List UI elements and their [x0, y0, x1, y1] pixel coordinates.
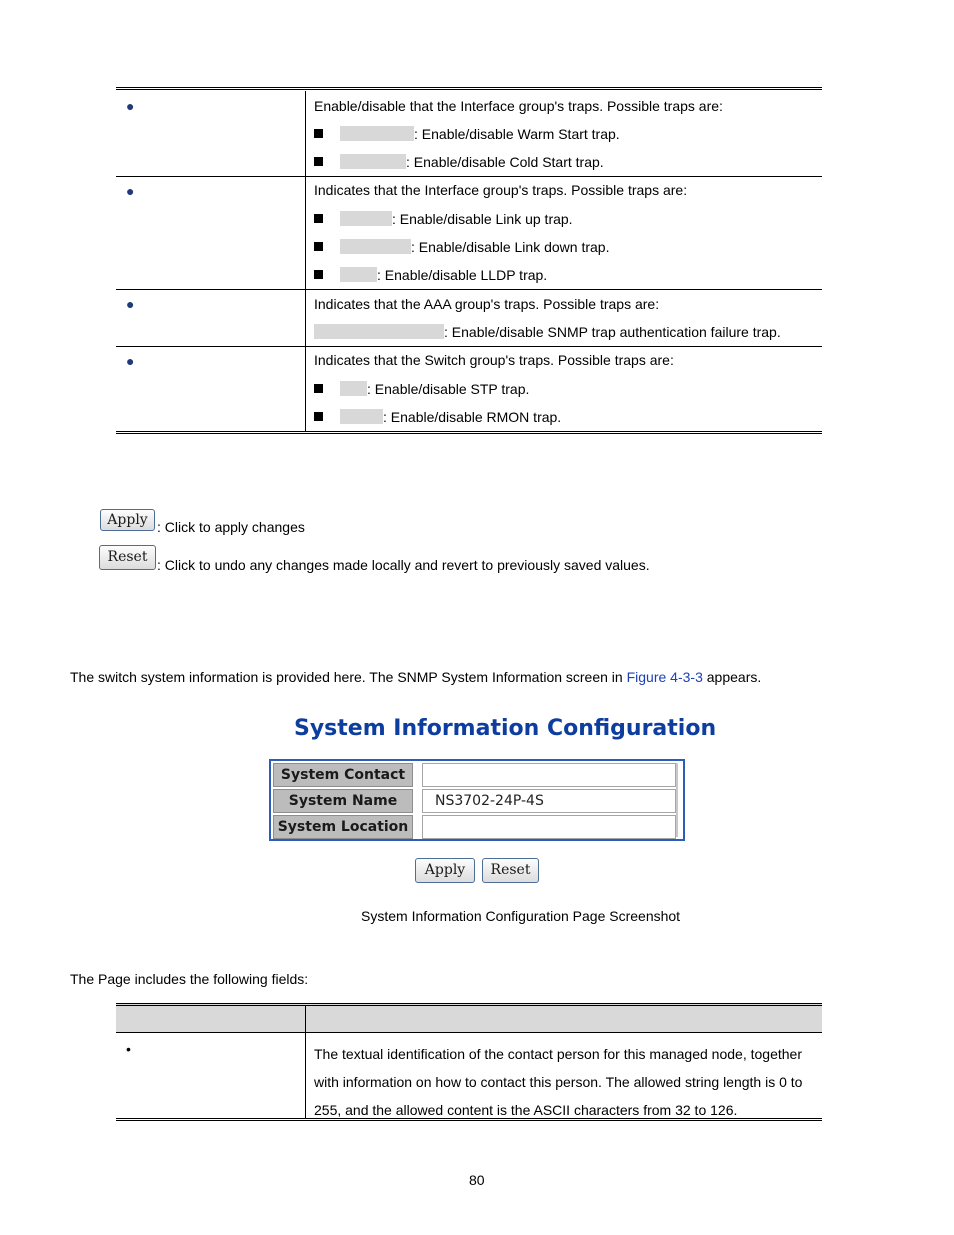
row-description: Indicates that the Interface group's traps. Possible traps are: [314, 182, 688, 198]
description-line: 255, and the allowed content is the ASCII characters from 32 to 126. [314, 1102, 738, 1118]
redacted-label [340, 267, 377, 282]
redacted-label [340, 409, 383, 424]
bullet-icon: • [126, 1041, 131, 1057]
bullet-icon: ● [126, 296, 135, 312]
description-line: The textual identification of the contact person for this managed node, together [314, 1046, 802, 1062]
square-bullet-icon [314, 129, 323, 138]
trap-item: : Enable/disable LLDP trap. [340, 267, 547, 283]
redacted-label [340, 211, 392, 226]
table-top-rule [116, 87, 822, 90]
trap-item: : Enable/disable Link down trap. [340, 239, 609, 255]
trap-item: : Enable/disable Warm Start trap. [340, 126, 620, 142]
trap-item: : Enable/disable SNMP trap authentication failure trap. [314, 324, 781, 340]
square-bullet-icon [314, 270, 323, 279]
redacted-label [340, 239, 411, 254]
row-divider [116, 176, 822, 177]
config-apply-button[interactable]: Apply [415, 858, 475, 883]
redacted-label [340, 154, 406, 169]
page-number: 80 [469, 1172, 485, 1188]
row-description: Enable/disable that the Interface group's traps. Possible traps are: [314, 98, 723, 114]
scroll-divider [676, 763, 678, 837]
figure-caption: System Information Configuration Page Screenshot [361, 908, 681, 924]
apply-description: : Click to apply changes [157, 519, 305, 535]
redacted-label [340, 381, 367, 396]
figure-link[interactable]: Figure 4-3-3 [626, 669, 703, 685]
system-location-input[interactable] [422, 815, 676, 839]
redacted-label [340, 126, 414, 141]
trap-item: : Enable/disable STP trap. [340, 381, 529, 397]
row-divider [116, 289, 822, 290]
table-bottom-rule [116, 431, 822, 434]
trap-item: : Enable/disable Cold Start trap. [340, 154, 604, 170]
reset-description: : Click to undo any changes made locally and revert to previously saved values. [157, 557, 650, 573]
bullet-icon: ● [126, 183, 135, 199]
bullet-icon: ● [126, 98, 135, 114]
config-form [269, 759, 685, 841]
row-divider [116, 346, 822, 347]
system-name-label: System Name [273, 789, 413, 813]
reset-button[interactable]: Reset [99, 545, 156, 570]
field-description [314, 1040, 802, 1124]
square-bullet-icon [314, 384, 323, 393]
column-divider [305, 91, 306, 432]
intro-paragraph: The switch system information is provided here. The SNMP System Information screen in Figure 4-3-3 appears. [70, 669, 762, 685]
system-contact-input[interactable] [422, 763, 676, 787]
square-bullet-icon [314, 242, 323, 251]
square-bullet-icon [314, 214, 323, 223]
bullet-icon: ● [126, 353, 135, 369]
row-description: Indicates that the Switch group's traps. Possible traps are: [314, 352, 674, 368]
config-title: System Information Configuration [294, 716, 717, 741]
fields-intro: The Page includes the following fields: [70, 971, 309, 987]
table-header-row [116, 1003, 822, 1033]
row-description: Indicates that the AAA group's traps. Possible traps are: [314, 296, 660, 312]
system-contact-label: System Contact [273, 763, 413, 787]
trap-item: : Enable/disable Link up trap. [340, 211, 573, 227]
apply-button[interactable]: Apply [100, 509, 155, 531]
table-bottom-rule [116, 1118, 822, 1121]
system-name-input[interactable]: NS3702-24P-4S [422, 789, 676, 813]
config-reset-button[interactable]: Reset [482, 858, 539, 883]
description-line: with information on how to contact this person. The allowed string length is 0 to [314, 1074, 803, 1090]
column-divider [305, 1006, 306, 1118]
redacted-label [314, 324, 444, 339]
square-bullet-icon [314, 412, 323, 421]
system-location-label: System Location [273, 815, 413, 839]
square-bullet-icon [314, 157, 323, 166]
trap-item: : Enable/disable RMON trap. [340, 409, 561, 425]
